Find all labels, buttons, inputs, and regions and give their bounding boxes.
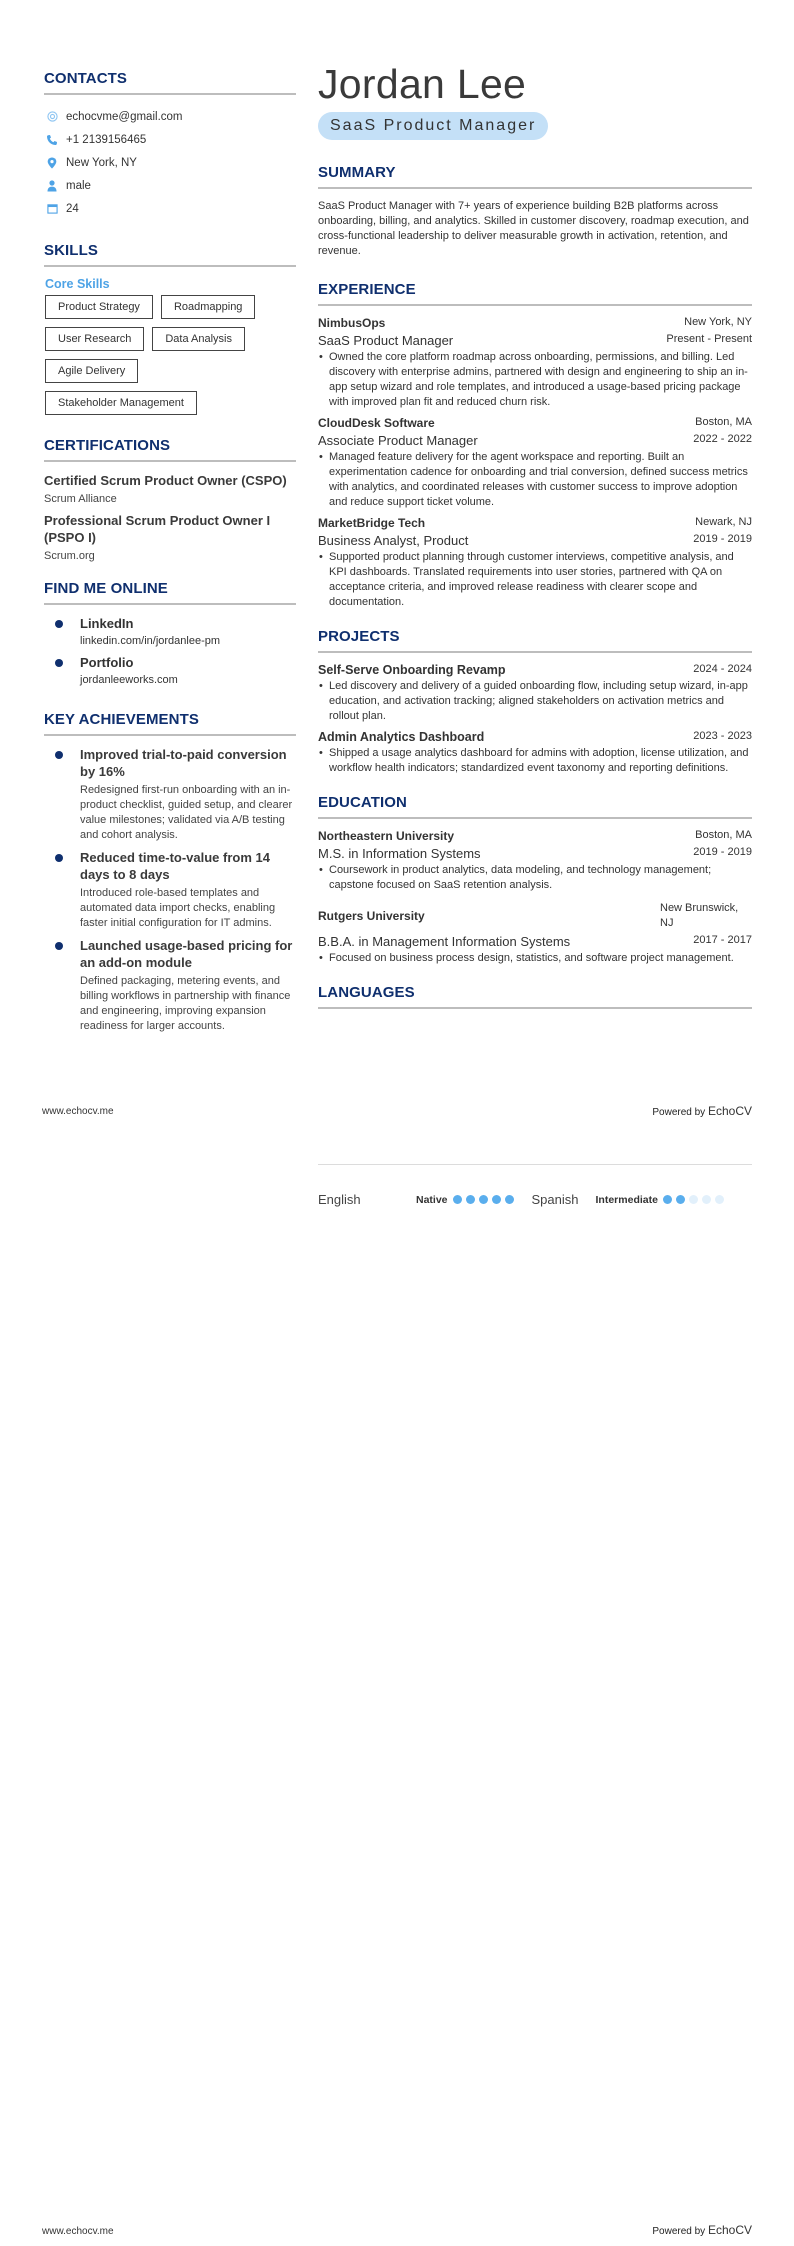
project-entry xyxy=(318,730,752,776)
right-column xyxy=(318,62,752,1019)
job-description: Supported product planning through customer interviews, competitive analysis, and KPI dashboards. Translated requirements into user stories, partnered with QA on acceptance criteria, and improved release readiness with clearer scope and documentation. xyxy=(329,551,734,608)
bullet-icon: • xyxy=(319,351,323,363)
skill-tag: Agile Delivery xyxy=(45,359,138,383)
contact-email[interactable] xyxy=(44,105,296,128)
certification-item xyxy=(44,472,296,505)
job-dates: Present - Present xyxy=(666,333,752,345)
school-location: New Brunswick, NJ xyxy=(660,902,739,929)
education-description: Coursework in product analytics, data modeling, and technology management; capstone focused on SaaS retention analysis. xyxy=(329,864,712,891)
section-title: CONTACTS xyxy=(44,70,296,95)
company-location: Newark, NJ xyxy=(695,516,752,528)
candidate-name: Jordan Lee xyxy=(318,61,527,107)
project-description: Led discovery and delivery of a guided onboarding flow, including setup wizard, in-app education, and activation tracking; aligned stakeholders on activation metrics and rollout plan. xyxy=(329,680,748,722)
rating-dot-empty-icon xyxy=(702,1195,711,1204)
languages-row xyxy=(318,1192,752,1207)
powered-brand: EchoCV xyxy=(707,2223,752,2237)
bullet-icon: • xyxy=(319,952,323,964)
location-pin-icon xyxy=(46,157,58,169)
achievement-item xyxy=(44,937,296,1040)
skill-tags xyxy=(45,295,285,415)
contact-value: New York, NY xyxy=(66,156,137,169)
skill-tag: Stakeholder Management xyxy=(45,391,197,415)
bullet-dot-icon xyxy=(55,659,63,667)
language-level: Intermediate xyxy=(595,1193,658,1206)
rating-dot-filled-icon xyxy=(663,1195,672,1204)
link-url[interactable]: jordanleeworks.com xyxy=(80,674,178,686)
footer-website[interactable]: www.echocv.me xyxy=(42,2226,114,2237)
rating-dot-empty-icon xyxy=(689,1195,698,1204)
link-label: Portfolio xyxy=(80,655,134,670)
school-name: Rutgers University xyxy=(318,909,425,923)
rating-dot-filled-icon xyxy=(466,1195,475,1204)
language-rating xyxy=(453,1195,518,1204)
contact-value: male xyxy=(66,179,91,192)
job-dates: 2019 - 2019 xyxy=(693,533,752,545)
job-description: Managed feature delivery for the agent workspace and reporting. Built an experimentation cadence for onboarding and trial conversion, defined success metrics with analytics, and coordinated releases with customer success to improve adoption and reduce support ticket volume. xyxy=(329,451,748,508)
experience-entry xyxy=(318,516,752,610)
contact-phone[interactable] xyxy=(44,128,296,151)
company-location: Boston, MA xyxy=(695,416,752,428)
contact-value: +1 2139156465 xyxy=(66,133,147,146)
certification-org: Scrum Alliance xyxy=(44,493,117,505)
job-dates: 2022 - 2022 xyxy=(693,433,752,445)
footer-powered-by[interactable] xyxy=(652,1104,752,1118)
achievement-desc: Defined packaging, metering events, and billing workflows in partnership with finance and engineering, improving expansion readiness for larger accounts. xyxy=(80,975,291,1032)
certification-org: Scrum.org xyxy=(44,550,95,562)
school-name: Northeastern University xyxy=(318,829,455,843)
language-name: English xyxy=(318,1192,361,1207)
education-entry xyxy=(318,829,752,893)
link-url[interactable]: linkedin.com/in/jordanlee-pm xyxy=(80,635,221,647)
rating-dot-empty-icon xyxy=(715,1195,724,1204)
achievement-item xyxy=(44,746,296,849)
contact-age xyxy=(44,197,296,220)
certification-name: Certified Scrum Product Owner (CSPO) xyxy=(44,473,287,488)
certification-item xyxy=(44,512,296,562)
bullet-icon: • xyxy=(319,747,323,759)
rating-dot-filled-icon xyxy=(505,1195,514,1204)
contact-value: 24 xyxy=(66,202,79,215)
education-dates: 2019 - 2019 xyxy=(693,846,752,858)
skill-tag: Product Strategy xyxy=(45,295,153,319)
left-column xyxy=(44,70,296,1040)
project-dates: 2023 - 2023 xyxy=(693,730,752,742)
project-name: Self-Serve Onboarding Revamp xyxy=(318,663,506,677)
achievement-title: Reduced time-to-value from 14 days to 8 days xyxy=(80,850,270,882)
language-name: Spanish xyxy=(531,1192,579,1207)
job-title: Associate Product Manager xyxy=(318,433,478,448)
skill-tag: Data Analysis xyxy=(152,327,245,351)
degree: B.B.A. in Management Information Systems xyxy=(318,934,571,949)
section-title: KEY ACHIEVEMENTS xyxy=(44,711,296,736)
contact-gender xyxy=(44,174,296,197)
achievement-desc: Introduced role-based templates and automated data import checks, enabling faster initial configuration for IT admins. xyxy=(80,887,276,929)
degree: M.S. in Information Systems xyxy=(318,846,481,861)
page-2-divider xyxy=(318,1164,752,1165)
phone-icon xyxy=(46,134,58,146)
experience-entry xyxy=(318,416,752,510)
bullet-icon: • xyxy=(319,680,323,692)
project-entry xyxy=(318,663,752,724)
job-title: Business Analyst, Product xyxy=(318,533,469,548)
education-entry xyxy=(318,901,752,966)
achievement-title: Improved trial-to-paid conversion by 16% xyxy=(80,747,287,779)
certification-name: Professional Scrum Product Owner I (PSPO I) xyxy=(44,513,271,545)
bullet-dot-icon xyxy=(55,620,63,628)
skill-group-title: Core Skills xyxy=(45,277,110,291)
powered-brand: EchoCV xyxy=(707,1104,752,1118)
section-title: PROJECTS xyxy=(318,628,752,653)
job-title: SaaS Product Manager xyxy=(318,333,454,348)
achievement-desc: Redesigned first-run onboarding with an in-product checklist, guided setup, and clearer value milestones; validated via A/B testing and cohort analysis. xyxy=(80,784,293,841)
footer-powered-by[interactable] xyxy=(652,2223,752,2237)
school-location: Boston, MA xyxy=(695,829,752,841)
section-title: CERTIFICATIONS xyxy=(44,437,296,462)
role-badge: SaaS Product Manager xyxy=(318,112,548,140)
section-title: EDUCATION xyxy=(318,794,752,819)
language-rating xyxy=(663,1195,728,1204)
bullet-icon: • xyxy=(319,864,323,876)
calendar-icon xyxy=(46,203,58,215)
job-description: Owned the core platform roadmap across onboarding, permissions, and billing. Led discovery with enterprise admins, partnered with design and engineering to ship an in-app setup wizard and role templates, and introduced a usage-based pricing package with improved plan fit and reduced churn risk. xyxy=(329,351,748,408)
achievement-title: Launched usage-based pricing for an add-on module xyxy=(80,938,293,970)
person-icon xyxy=(46,180,58,192)
skill-tag: User Research xyxy=(45,327,144,351)
footer-website[interactable]: www.echocv.me xyxy=(42,1106,114,1117)
skills-section xyxy=(44,242,296,415)
powered-prefix: Powered by xyxy=(652,1107,706,1118)
rating-dot-filled-icon xyxy=(479,1195,488,1204)
project-description: Shipped a usage analytics dashboard for admins with adoption, license utilization, and workflow health indicators; standardized event taxonomy and reporting definitions. xyxy=(329,747,749,774)
section-title: FIND ME ONLINE xyxy=(44,580,296,605)
bullet-icon: • xyxy=(319,551,323,563)
summary-text: SaaS Product Manager with 7+ years of experience building B2B platforms across onboarding, billing, and analytics. Skilled in customer discovery, roadmap execution, and cross-functional leadership to deliver measurable growth in activation, retention, and revenue. xyxy=(318,200,749,257)
section-title: LANGUAGES xyxy=(318,984,752,1009)
certifications-section xyxy=(44,437,296,562)
contacts-section xyxy=(44,70,296,220)
project-dates: 2024 - 2024 xyxy=(693,663,752,675)
rating-dot-filled-icon xyxy=(492,1195,501,1204)
bullet-icon: • xyxy=(319,451,323,463)
online-link-item xyxy=(44,654,296,693)
bullet-dot-icon xyxy=(55,751,63,759)
languages-section xyxy=(318,984,752,1009)
online-section xyxy=(44,580,296,693)
section-title: SUMMARY xyxy=(318,164,752,189)
section-title: EXPERIENCE xyxy=(318,281,752,306)
company-name: CloudDesk Software xyxy=(318,416,435,430)
rating-dot-filled-icon xyxy=(676,1195,685,1204)
bullet-dot-icon xyxy=(55,942,63,950)
contact-location xyxy=(44,151,296,174)
section-title: SKILLS xyxy=(44,242,296,267)
contact-value: echocvme@gmail.com xyxy=(66,110,183,123)
online-link-item xyxy=(44,615,296,654)
education-description: Focused on business process design, statistics, and software project management. xyxy=(329,952,734,964)
company-name: MarketBridge Tech xyxy=(318,516,426,530)
link-label: LinkedIn xyxy=(80,616,134,631)
powered-prefix: Powered by xyxy=(652,2226,706,2237)
rating-dot-filled-icon xyxy=(453,1195,462,1204)
company-location: New York, NY xyxy=(684,316,752,328)
company-name: NimbusOps xyxy=(318,316,386,330)
education-section xyxy=(318,794,752,966)
summary-section xyxy=(318,164,752,259)
achievements-section xyxy=(44,711,296,1040)
projects-section xyxy=(318,628,752,776)
experience-section xyxy=(318,281,752,610)
bullet-dot-icon xyxy=(55,854,63,862)
skill-tag: Roadmapping xyxy=(161,295,256,319)
language-level: Native xyxy=(416,1193,448,1206)
at-icon xyxy=(46,111,58,123)
project-name: Admin Analytics Dashboard xyxy=(318,730,485,744)
experience-entry xyxy=(318,316,752,410)
education-dates: 2017 - 2017 xyxy=(693,934,752,946)
achievement-item xyxy=(44,849,296,937)
